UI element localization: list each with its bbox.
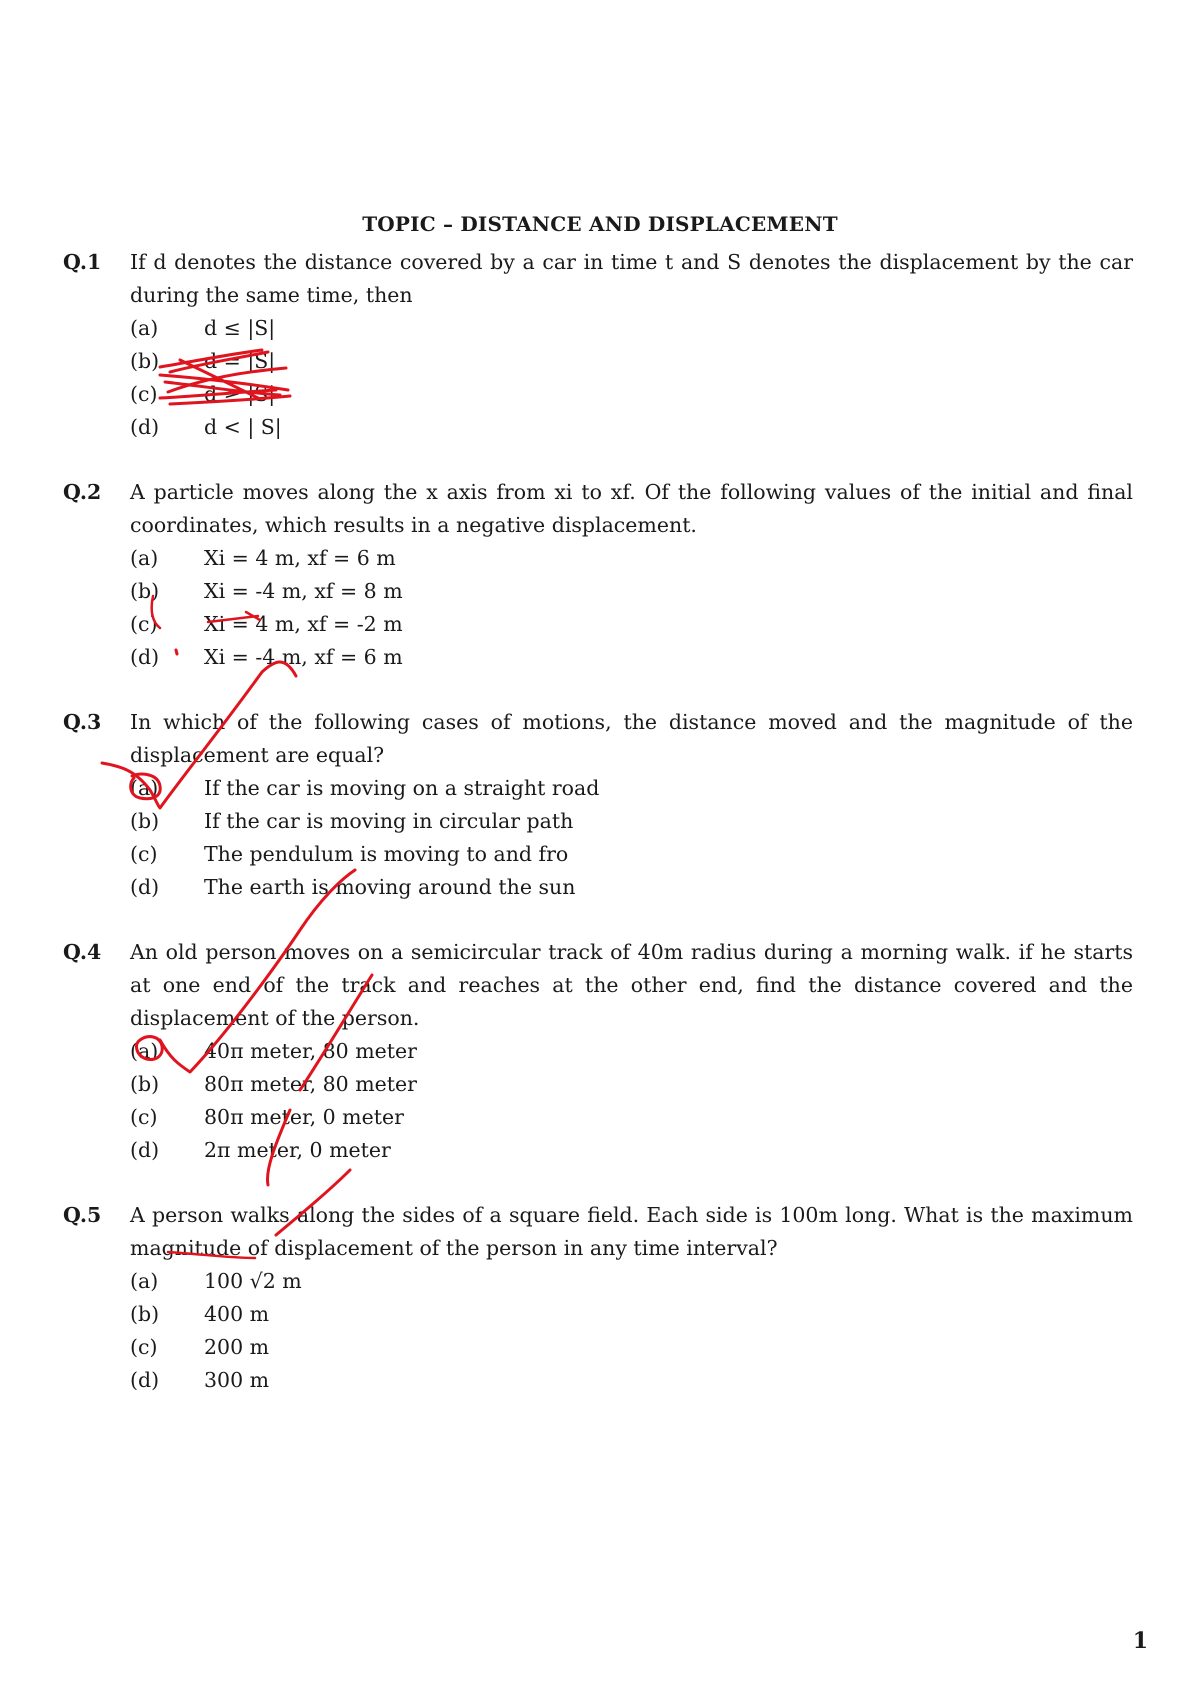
question-text: A particle moves along the x axis from xi to xf. Of the following values of the initial and final coordinates, which results in a negative displacement. [130,480,1133,537]
option-c [130,1101,1133,1134]
question-text: In which of the following cases of motions, the distance moved and the magnitude of the displacement are equal? [130,710,1133,767]
option-label: (c) [130,842,158,866]
option-text: Xi = -4 m, xf = 8 m [204,579,403,603]
option-text: The earth is moving around the sun [204,875,576,899]
option-c [130,378,1133,411]
option-text: d = |S| [204,349,276,373]
option-d [130,871,1133,904]
page-title: TOPIC – DISTANCE AND DISPLACEMENT [362,212,838,236]
question-4 [63,936,1133,1167]
option-text: If the car is moving on a straight road [204,776,600,800]
option-d [130,641,1133,674]
option-label: (a) [130,1269,159,1293]
page-number: 1 [1132,1628,1148,1654]
option-text: d ≥ |S| [204,382,276,406]
option-label: (d) [130,875,160,899]
option-c [130,608,1133,641]
option-text: Xi = 4 m, xf = -2 m [204,612,403,636]
option-d [130,1134,1133,1167]
question-2 [63,476,1133,674]
question-text: An old person moves on a semicircular track of 40m radius during a morning walk. if he starts at one end of the track and reaches at the other end, find the distance covered and the displacement of the person. [130,940,1133,1030]
option-c [130,838,1133,871]
question-number: Q.1 [63,250,102,274]
option-text: d ≤ |S| [204,316,276,340]
option-text: The pendulum is moving to and fro [204,842,569,866]
option-label: (c) [130,612,158,636]
option-label: (d) [130,415,160,439]
option-text: 200 m [204,1335,270,1359]
option-label: (b) [130,579,160,603]
option-label: (b) [130,349,160,373]
question-number: Q.4 [63,940,102,964]
option-label: (b) [130,1302,160,1326]
question-text: A person walks along the sides of a square field. Each side is 100m long. What is the maximum magnitude of displacement of the person in any time interval? [130,1203,1133,1260]
option-b [130,345,1133,378]
option-label: (d) [130,1368,160,1392]
option-text: 100 √2 m [204,1269,302,1293]
question-number: Q.5 [63,1203,102,1227]
option-a [130,312,1133,345]
option-text: 40π meter, 80 meter [204,1039,417,1063]
option-text: Xi = 4 m, xf = 6 m [204,546,396,570]
option-label: (d) [130,1138,160,1162]
option-label: (c) [130,382,158,406]
option-text: 80π meter, 0 meter [204,1105,404,1129]
option-label: (d) [130,645,160,669]
option-b [130,575,1133,608]
option-text: d < | S| [204,415,282,439]
option-text: Xi = -4 m, xf = 6 m [204,645,403,669]
question-text: If d denotes the distance covered by a car in time t and S denotes the displacement by the car during the same time, then [130,250,1133,307]
question-number: Q.2 [63,480,102,504]
option-label: (a) [130,776,159,800]
option-label: (a) [130,546,159,570]
question-1 [63,246,1133,444]
option-text: 400 m [204,1302,270,1326]
option-label: (b) [130,1072,160,1096]
option-text: 80π meter, 80 meter [204,1072,417,1096]
option-a [130,772,1133,805]
question-number: Q.3 [63,710,102,734]
option-text: 2π meter, 0 meter [204,1138,391,1162]
option-label: (c) [130,1335,158,1359]
option-a [130,542,1133,575]
option-label: (b) [130,809,160,833]
question-3 [63,706,1133,904]
option-c [130,1331,1133,1364]
option-text: 300 m [204,1368,270,1392]
option-text: If the car is moving in circular path [204,809,574,833]
option-d [130,1364,1133,1397]
option-label: (c) [130,1105,158,1129]
question-5 [63,1199,1133,1397]
option-b [130,805,1133,838]
option-label: (a) [130,316,159,340]
option-b [130,1068,1133,1101]
option-d [130,411,1133,444]
option-a [130,1035,1133,1068]
option-label: (a) [130,1039,159,1063]
option-a [130,1265,1133,1298]
option-b [130,1298,1133,1331]
